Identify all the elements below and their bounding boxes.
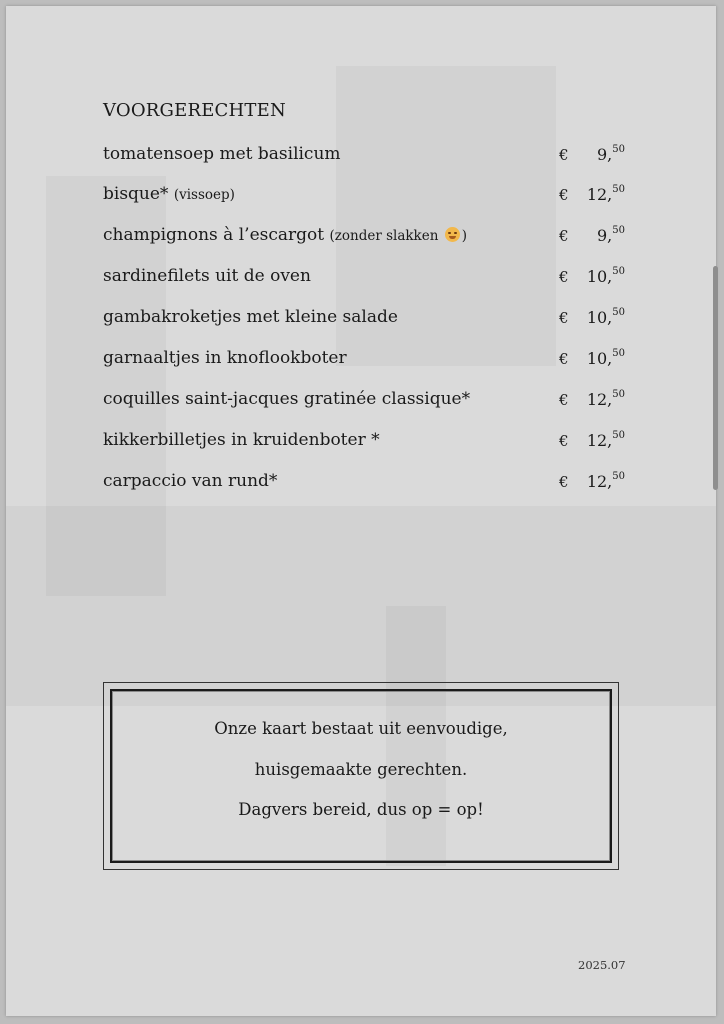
item-price: 12,50 bbox=[586, 470, 625, 491]
date-stamp: 2025.07 bbox=[578, 958, 626, 972]
vertical-scrollbar-thumb[interactable] bbox=[713, 266, 718, 490]
item-name: bisque* bbox=[103, 184, 174, 204]
menu-item bbox=[103, 307, 633, 337]
item-name: tomatensoep met basilicum bbox=[103, 144, 341, 164]
item-price: 10,50 bbox=[586, 306, 625, 327]
notice-line: huisgemaakte gerechten. bbox=[254, 760, 468, 779]
item-price: 12,50 bbox=[586, 183, 625, 204]
currency-symbol: € bbox=[559, 309, 569, 327]
background-photo-shape bbox=[6, 506, 716, 706]
item-name: carpaccio van rund* bbox=[103, 471, 278, 491]
currency-symbol: € bbox=[559, 227, 569, 245]
currency-symbol: € bbox=[559, 350, 569, 368]
menu-item bbox=[103, 430, 633, 460]
menu-item bbox=[103, 144, 633, 174]
grinning-face-emoji-icon bbox=[445, 227, 460, 242]
notice-box bbox=[103, 682, 619, 870]
item-price: 10,50 bbox=[586, 265, 625, 286]
menu-item bbox=[103, 348, 633, 378]
currency-symbol: € bbox=[559, 391, 569, 409]
item-price: 10,50 bbox=[586, 347, 625, 368]
item-note: (zonder slakken ) bbox=[329, 228, 467, 244]
item-name: champignons à l’escargot bbox=[103, 225, 330, 245]
item-name: sardinefilets uit de oven bbox=[103, 266, 311, 286]
item-price: 9,50 bbox=[597, 143, 625, 164]
item-name: kikkerbilletjes in kruidenboter * bbox=[103, 430, 380, 450]
currency-symbol: € bbox=[559, 268, 569, 286]
item-name: coquilles saint-jacques gratinée classique* bbox=[103, 389, 471, 409]
notice-line: Onze kaart bestaat uit eenvoudige, bbox=[214, 719, 508, 738]
notice-line: Dagvers bereid, dus op = op! bbox=[238, 800, 484, 819]
menu-item bbox=[103, 266, 633, 296]
item-note: (vissoep) bbox=[173, 187, 235, 203]
menu-item bbox=[103, 184, 633, 214]
item-name: gambakroketjes met kleine salade bbox=[103, 307, 398, 327]
menu-item bbox=[103, 225, 633, 255]
menu-page bbox=[6, 6, 716, 1016]
currency-symbol: € bbox=[559, 146, 569, 164]
item-price: 12,50 bbox=[586, 388, 625, 409]
currency-symbol: € bbox=[559, 473, 569, 491]
currency-symbol: € bbox=[559, 432, 569, 450]
item-price: 9,50 bbox=[597, 224, 625, 245]
notice-box-inner-border bbox=[110, 689, 612, 863]
currency-symbol: € bbox=[559, 186, 569, 204]
item-name: garnaaltjes in knoflookboter bbox=[103, 348, 347, 368]
section-title: VOORGERECHTEN bbox=[103, 100, 286, 121]
item-price: 12,50 bbox=[586, 429, 625, 450]
menu-item bbox=[103, 471, 633, 501]
menu-item bbox=[103, 389, 633, 419]
